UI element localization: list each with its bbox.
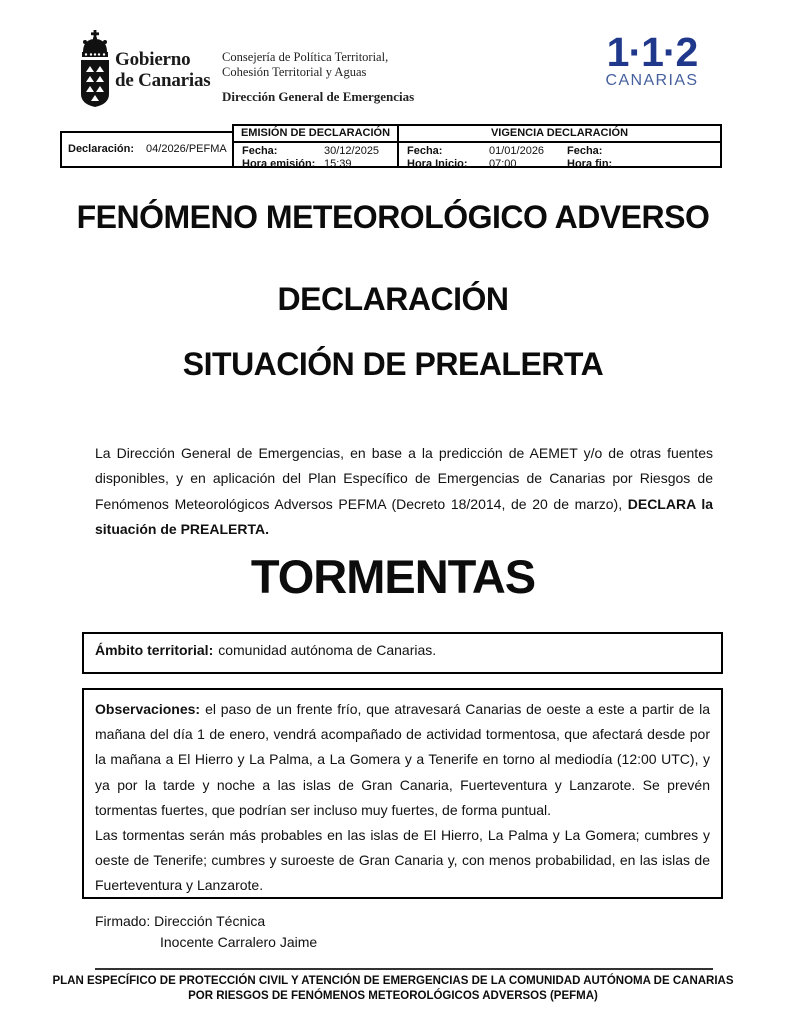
- title-declaracion: DECLARACIÓN: [277, 281, 509, 317]
- department-block: [222, 50, 414, 104]
- title-tormentas: TORMENTAS: [250, 550, 536, 603]
- brand-name: [115, 49, 210, 91]
- ambito-territorial-box: [82, 632, 723, 674]
- department-line1: Consejería de Política Territorial,: [222, 50, 389, 64]
- emission-fecha-label: Fecha:: [242, 145, 278, 157]
- intro-text: La Dirección General de Emergencias, en base a la predicción de AEMET y/o de otras fuentes disponibles, y en aplicación del Plan Específico de Emergencias de Canarias por Riesgos de Fenómenos Meteorológicos Adversos PEFMA (Decreto 18/2014, de 20 de marzo),: [95, 445, 713, 512]
- declaration-label: Declaración:: [68, 143, 135, 155]
- signature-line1: Firmado: Dirección Técnica: [95, 913, 266, 929]
- vigencia-inicio-fecha-value: 01/01/2026: [489, 145, 545, 157]
- vigencia-inicio-hora-label: Hora Inicio:: [407, 158, 468, 170]
- canarias-coat-of-arms-icon: [78, 30, 112, 113]
- intro-paragraph: [95, 441, 713, 543]
- signature-line2: Inocente Carralero Jaime: [160, 934, 318, 950]
- vigencia-header: VIGENCIA DECLARACIÓN: [399, 126, 720, 143]
- vigencia-fin-hora-label: Hora fin:: [567, 158, 613, 170]
- declaration-value: 04/2026/PEFMA: [146, 143, 227, 155]
- title-fenomeno: FENÓMENO METEOROLÓGICO ADVERSO: [76, 199, 710, 235]
- vigencia-cell: [397, 124, 722, 168]
- emission-fecha-value: 30/12/2025: [324, 145, 380, 157]
- footer-line1: PLAN ESPECÍFICO DE PROTECCIÓN CIVIL Y ATENCIÓN DE EMERGENCIAS DE LA COMUNIDAD AUTÓNOMA DE CANARIAS: [52, 975, 734, 987]
- department-line2: Cohesión Territorial y Aguas: [222, 65, 367, 79]
- signature-block: [95, 911, 317, 953]
- ambito-label: Ámbito territorial:: [95, 642, 214, 658]
- footer-divider: [95, 968, 713, 970]
- emission-hora-value: 15:39: [324, 158, 352, 170]
- emission-header: EMISIÓN DE DECLARACIÓN: [234, 126, 397, 143]
- emergency-number: 1·1·2: [606, 29, 698, 75]
- declaration-id-cell: [60, 131, 234, 168]
- emergency-112-logo: [602, 29, 702, 90]
- emergency-region: CANARIAS: [605, 72, 699, 89]
- title-situacion-prealerta: SITUACIÓN DE PREALERTA: [182, 346, 604, 382]
- ambito-text: comunidad autónoma de Canarias.: [218, 642, 437, 658]
- brand-line2: de Canarias: [115, 70, 211, 91]
- observaciones-paragraph2: Las tormentas serán más probables en las islas de El Hierro, La Palma y La Gomera; cumbres y oeste de Tenerife; cumbres y suroeste de Gran Canaria y, con menos probabilidad, en las islas de Fuerteventura y Lanzarote.: [95, 827, 710, 894]
- footer-text: [40, 974, 746, 1004]
- observaciones-paragraph1: [95, 697, 710, 823]
- brand-line1: Gobierno: [115, 49, 191, 70]
- vigencia-fin-hora-value: [645, 158, 712, 171]
- vigencia-inicio-fecha-label: Fecha:: [407, 145, 443, 157]
- department-line3: Dirección General de Emergencias: [222, 89, 415, 104]
- observaciones-text1: el paso de un frente frío, que atravesará Canarias de oeste a este a partir de la mañana del día 1 de enero, vendrá acompañado de actividad tormentosa, que afectará desde por la mañana a El Hierro y La Palma, a La Gomera y a Tenerife en torno al mediodía (12:00 UTC), y ya por la tarde y noche a las islas de Gran Canaria, Fuerteventura y Lanzarote. Se prevén tormentas fuertes, que podrían ser incluso muy fuertes, de forma puntual.: [95, 701, 710, 818]
- observaciones-box: [82, 688, 723, 899]
- vigencia-inicio-hora-value: 07:00: [489, 158, 517, 170]
- vigencia-fin-fecha-label: Fecha:: [567, 145, 603, 157]
- vigencia-fin-fecha-value: [645, 145, 712, 158]
- emission-cell: [232, 124, 399, 168]
- declaration-table: [60, 124, 722, 168]
- observaciones-label: Observaciones:: [95, 701, 201, 717]
- footer-line2: POR RIESGOS DE FENÓMENOS METEOROLÓGICOS ADVERSOS (PEFMA): [188, 990, 598, 1002]
- intro-bold-text: DECLARA la situación de PREALERTA.: [95, 495, 713, 538]
- emission-hora-label: Hora emisión:: [242, 158, 316, 170]
